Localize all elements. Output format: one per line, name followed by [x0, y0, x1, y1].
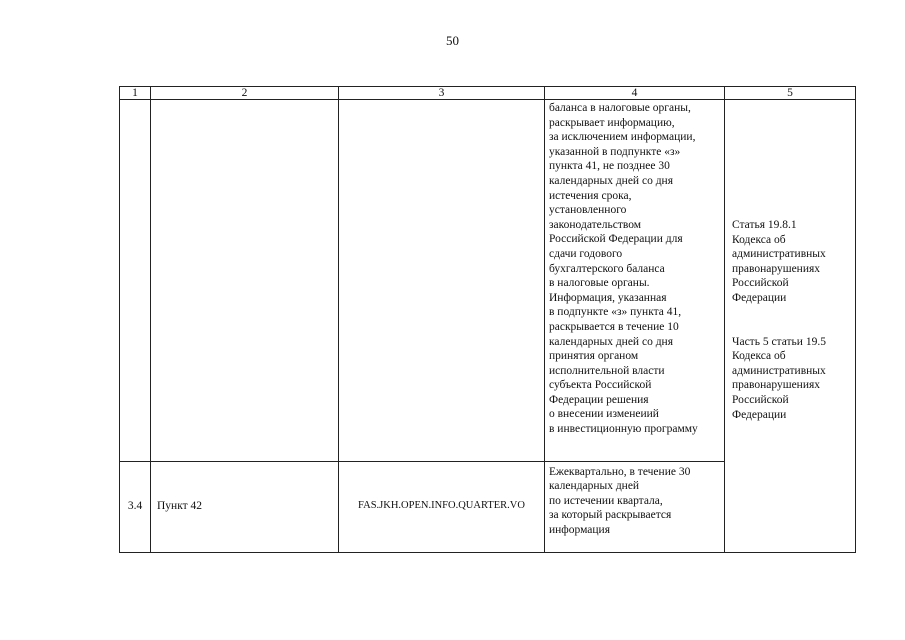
continued-col-1-empty [120, 100, 151, 462]
continued-col-2-empty [151, 100, 339, 462]
document-table [119, 86, 856, 553]
row-terms-text: Ежеквартально, в течение 30 календарных дней по истечении квартала, за который раскрывается информация [549, 465, 691, 537]
liability-col-5 [725, 100, 856, 553]
row-terms [545, 461, 725, 552]
table-row-continued [120, 100, 856, 462]
liability-gap [732, 306, 852, 335]
header-col-5: 5 [725, 87, 856, 100]
page-number: 50 [446, 33, 459, 48]
header-col-4: 4 [545, 87, 725, 100]
header-col-2: 2 [151, 87, 339, 100]
row-template-code: FAS.JKH.OPEN.INFO.QUARTER.VO [339, 461, 545, 552]
liability-article-19-8-1: Статья 19.8.1 Кодекса об административных правонарушениях Российской Федерации [732, 219, 826, 304]
row-clause-text: Пункт 42 [157, 500, 203, 513]
table-header-row [120, 87, 856, 100]
continued-col-4 [545, 100, 725, 462]
row-number: 3.4 [120, 461, 151, 552]
header-col-1: 1 [120, 87, 151, 100]
header-col-3: 3 [339, 87, 545, 100]
continued-col-3-empty [339, 100, 545, 462]
row-clause [151, 461, 339, 552]
disclosure-terms-text: баланса в налоговые органы, раскрывает информацию, за исключением информации, указанной в подпункте «з» пункта 41, не позднее 30 календарных дней со дня истечения срока, установленного законодательством Российской Федерации для сдачи годового бухгалтерского баланса в налоговые органы. Информация, указанная в подпункте «з» пункта 41, раскрывается в течение 10 календарных дней со дня принятия органом исполнительной власти субъекта Российской Федерации решения о внесении изменеиий в инвестиционную программу [549, 102, 698, 436]
liability-article-19-5: Часть 5 статьи 19.5 Кодекса об административных правонарушениях Российской Федерации [732, 335, 826, 421]
liability-block [725, 100, 855, 422]
